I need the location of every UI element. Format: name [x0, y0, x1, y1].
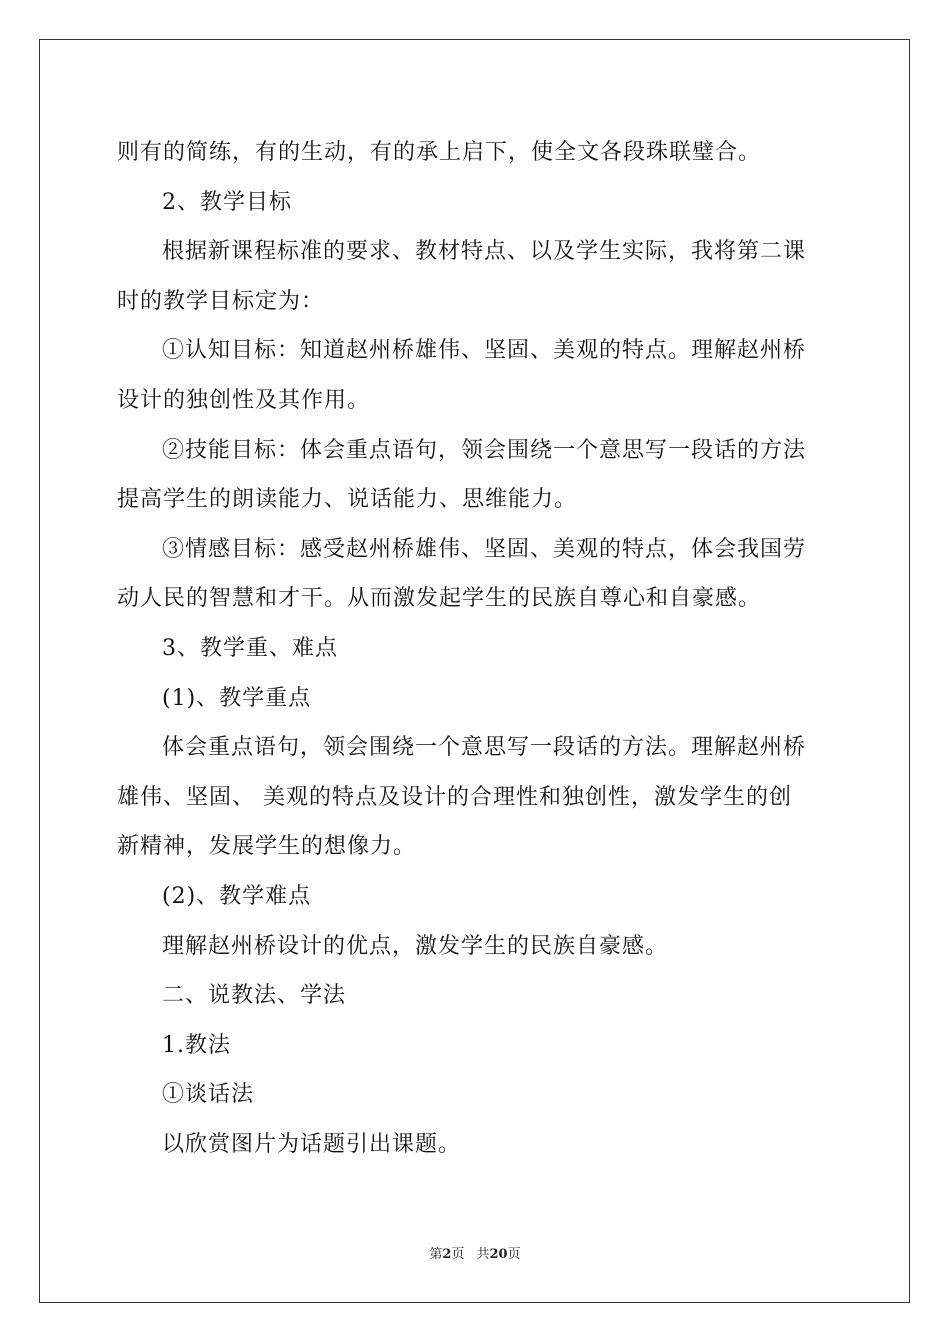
paragraph-line: ③情感目标：感受赵州桥雄伟、坚固、美观的特点，体会我国劳 [162, 536, 807, 562]
subsection-heading-teaching-method: 1.教法 [162, 1032, 231, 1058]
page-footer [0, 1246, 950, 1264]
page-label-suffix: 页 [451, 1247, 465, 1262]
paragraph-line: ②技能目标：体会重点语句，领会围绕一个意思写一段话的方法 [162, 437, 807, 463]
page-label-prefix: 第 [429, 1247, 443, 1262]
section-heading-teaching-goals: 2、教学目标 [162, 189, 292, 215]
paragraph-line: 新精神，发展学生的想像力。 [117, 834, 417, 860]
current-page-number: 2 [442, 1247, 452, 1262]
section-heading-key-points: 3、教学重、难点 [162, 635, 338, 661]
subsection-heading-focus: (1)、教学重点 [162, 685, 312, 711]
list-item-conversation-method: ①谈话法 [162, 1082, 255, 1108]
paragraph-line: 时的教学目标定为： [117, 288, 325, 314]
total-label-prefix: 共 [476, 1247, 490, 1262]
paragraph-line: 以欣赏图片为话题引出课题。 [162, 1131, 462, 1157]
subsection-heading-difficulty: (2)、教学难点 [162, 883, 312, 909]
total-page-count: 20 [489, 1247, 508, 1262]
paragraph-line: ①认知目标：知道赵州桥雄伟、坚固、美观的特点。理解赵州桥 [162, 338, 807, 364]
section-heading-methods: 二、说教法、学法 [162, 983, 347, 1009]
paragraph-line: 雄伟、坚固、 美观的特点及设计的合理性和独创性，激发学生的创 [117, 784, 792, 810]
total-label-suffix: 页 [507, 1247, 521, 1262]
paragraph-line: 提高学生的朗读能力、说话能力、思维能力。 [117, 487, 578, 513]
paragraph-line: 理解赵州桥设计的优点，激发学生的民族自豪感。 [162, 933, 669, 959]
paragraph-line: 设计的独创性及其作用。 [117, 387, 371, 413]
document-body [117, 128, 837, 1169]
paragraph-line: 体会重点语句，领会围绕一个意思写一段话的方法。理解赵州桥 [162, 735, 807, 761]
paragraph-line: 根据新课程标准的要求、教材特点、以及学生实际，我将第二课 [162, 239, 807, 265]
paragraph-line: 则有的简练，有的生动，有的承上启下，使全文各段珠联璧合。 [117, 140, 762, 165]
paragraph-line: 动人民的智慧和才干。从而激发起学生的民族自尊心和自豪感。 [117, 586, 762, 612]
